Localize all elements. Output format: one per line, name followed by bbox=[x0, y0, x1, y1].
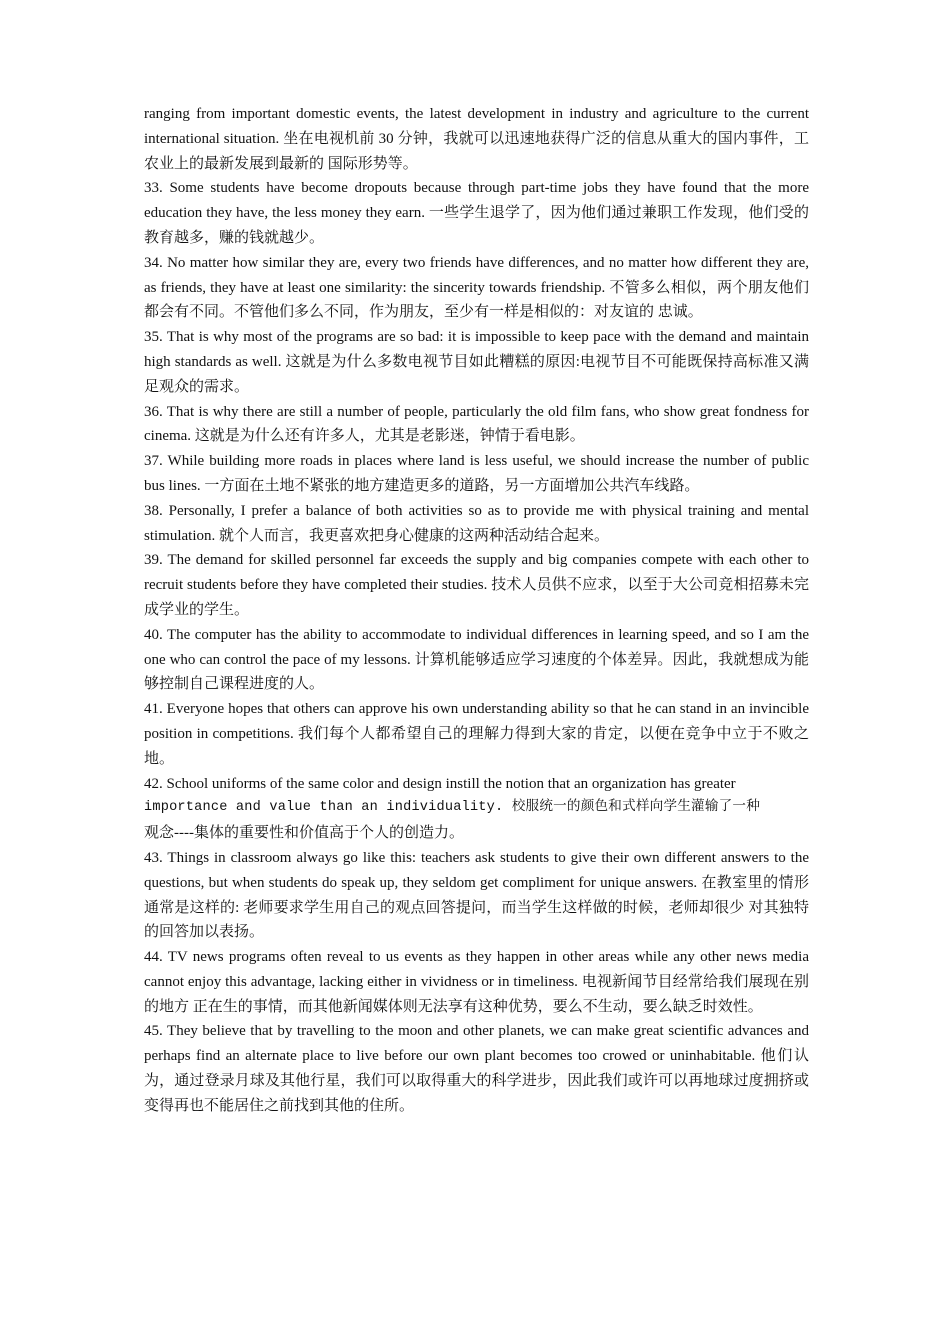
paragraph-42-line-3: 观念----集体的重要性和价值高于个人的创造力。 bbox=[144, 825, 464, 842]
paragraph-42 bbox=[144, 772, 809, 846]
paragraph-37: 37. While building more roads in places where land is less useful, we should increase the number of public bus lines. 一方面在土地不紧张的地方建造更多的道路，另一方面增加公共汽车线路。 bbox=[144, 453, 809, 494]
paragraph-35: 35. That is why most of the programs are so bad: it is impossible to keep pace with the demand and maintain high standards as well. 这就是为什么多数电视节目如此糟糕的原因:电视节目不可能既保持高标准又满足观众的需求。 bbox=[144, 329, 809, 395]
paragraph-42-line-1: 42. School uniforms of the same color and design instill the notion that an organization has greater bbox=[144, 775, 736, 792]
paragraph-42-line-2: importance and value than an individuality. 校服统一的颜色和式样向学生灌输了一种 bbox=[144, 800, 761, 816]
paragraph-41: 41. Everyone hopes that others can approve his own understanding ability so that he can stand in an invincible position in competitions. 我们每个人都希望自己的理解力得到大家的肯定，以便在竞争中立于不败之地。 bbox=[144, 701, 809, 767]
paragraph-36: 36. That is why there are still a number of people, particularly the old film fans, who show great fondness for cinema. 这就是为什么还有许多人，尤其是老影迷，钟情于看电影。 bbox=[144, 403, 809, 445]
paragraph-39: 39. The demand for skilled personnel far exceeds the supply and big companies compete with each other to recruit students before they have completed their studies. 技术人员供不应求，以至于大公司竞相招募未完成学业的学生。 bbox=[144, 552, 809, 618]
paragraph-34: 34. No matter how similar they are, every two friends have differences, and no matter how different they are, as friends, they have at least one similarity: the sincerity towards friendship. 不管多么相似，两个朋友他们都会有不同。不管他们多么不同，作为朋友，至少有一样是相似的：对友谊的 忠诚。 bbox=[144, 254, 809, 321]
paragraph-45: 45. They believe that by travelling to the moon and other planets, we can make great scientific advances and perhaps find an alternate place to live before our own plant becomes too crowed or uninhabitable. 他们认为，通过登录月球及其他行星，我们可以取得重大的科学进步，因此我们或许可以再地球过度拥挤或 变得再也不能居住之前找到其他的住所。 bbox=[144, 1023, 809, 1114]
paragraph-40: 40. The computer has the ability to accommodate to individual differences in learning speed, and so I am the one who can control the pace of my lessons. 计算机能够适应学习速度的个体差异。因此，我就想成为能够控制自己课程进度的人。 bbox=[144, 626, 809, 693]
paragraph-43: 43. Things in classroom always go like this: teachers ask students to give their own different answers to the questions, but when students do speak up, they seldom get compliment for unique answers. 在教室里的情形通常是这样的: 老师要求学生用自己的观点回答提问，而当学生这样做的时候，老师却很少 对其独特的回答加以表扬。 bbox=[144, 849, 809, 941]
paragraph-32-continued: ranging from important domestic events, the latest development in industry and agriculture to the current international situation. 坐在电视机前 30 分钟，我就可以迅速地获得广泛的信息从重大的国内事件，工农业上的最新发展到最新的 国际形势等。 bbox=[144, 106, 809, 172]
paragraph-44: 44. TV news programs often reveal to us events as they happen in other areas while any other news media cannot enjoy this advantage, lacking either in vividness or in timeliness. 电视新闻节目经常给我们展现在别的地方 正在生的事情，而其他新闻媒体则无法享有这种优势，要么不生动，要么缺乏时效性。 bbox=[144, 949, 809, 1015]
document-page bbox=[144, 102, 809, 1119]
paragraph-33: 33. Some students have become dropouts because through part-time jobs they have found that the more education they have, the less money they earn. 一些学生退学了，因为他们通过兼职工作发现，他们受的教育越多，赚的钱就越少。 bbox=[144, 180, 809, 246]
paragraph-38: 38. Personally, I prefer a balance of both activities so as to provide me with physical training and mental stimulation. 就个人而言，我更喜欢把身心健康的这两种活动结合起来。 bbox=[144, 502, 809, 544]
